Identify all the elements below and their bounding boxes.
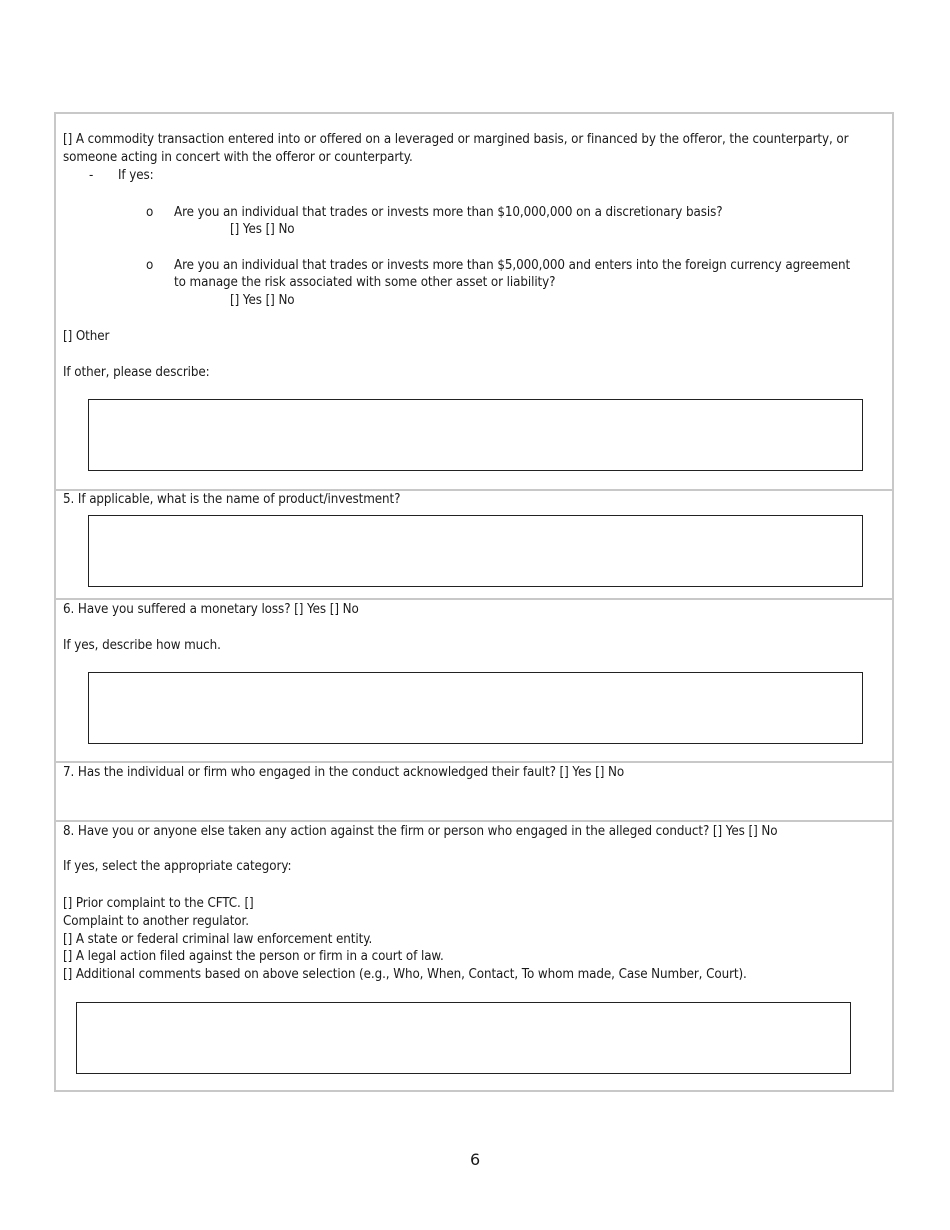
question-10m-discretionary: Are you an individual that trades or invests more than $10,000,000 on a discretionary basis? — [174, 205, 723, 220]
bullet-marker: o — [146, 205, 154, 220]
loss-amount-prompt: If yes, describe how much. — [63, 638, 221, 653]
question-5m-currency-line2: to manage the risk associated with some other asset or liability? — [174, 275, 556, 290]
monetary-loss-question[interactable]: 6. Have you suffered a monetary loss? [] Yes [] No — [63, 602, 359, 617]
bullet-marker: o — [146, 258, 154, 273]
additional-comments-input[interactable] — [76, 1002, 851, 1074]
category-option-criminal[interactable]: [] A state or federal criminal law enforcement entity. — [63, 932, 373, 947]
section-divider — [56, 761, 892, 763]
acknowledged-fault-question[interactable]: 7. Has the individual or firm who engaged in the conduct acknowledged their fault? [] Yes [] No — [63, 765, 625, 780]
commodity-option-line1[interactable]: [] A commodity transaction entered into or offered on a leveraged or margined basis, or financed by the offeror, the counterparty, or — [63, 132, 849, 147]
section-divider — [56, 820, 892, 822]
commodity-option-line2: someone acting in concert with the offeror or counterparty. — [63, 150, 413, 165]
category-option-regulator[interactable]: Complaint to another regulator. — [63, 914, 249, 929]
page-number: 6 — [470, 1150, 481, 1169]
product-name-question: 5. If applicable, what is the name of product/investment? — [63, 492, 401, 507]
category-option-additional[interactable]: [] Additional comments based on above selection (e.g., Who, When, Contact, To whom made, Case Number, Court). — [63, 967, 747, 982]
question-10m-answer[interactable]: [] Yes [] No — [230, 222, 295, 237]
category-option-legal-action[interactable]: [] A legal action filed against the person or firm in a court of law. — [63, 949, 444, 964]
action-taken-question[interactable]: 8. Have you or anyone else taken any action against the firm or person who engaged in the alleged conduct? [] Yes [] No — [63, 824, 778, 839]
loss-amount-input[interactable] — [88, 672, 863, 744]
product-name-input[interactable] — [88, 515, 863, 587]
section-divider — [56, 598, 892, 600]
question-5m-currency-line1: Are you an individual that trades or invests more than $5,000,000 and enters into the foreign currency agreement — [174, 258, 851, 273]
other-option[interactable]: [] Other — [63, 329, 110, 344]
other-description-input[interactable] — [88, 399, 863, 471]
if-yes-label: If yes: — [118, 168, 154, 183]
category-prompt: If yes, select the appropriate category: — [63, 859, 292, 874]
dash-bullet: - — [89, 168, 94, 183]
category-option-cftc[interactable]: [] Prior complaint to the CFTC. [] — [63, 896, 254, 911]
question-5m-answer[interactable]: [] Yes [] No — [230, 293, 295, 308]
other-describe-prompt: If other, please describe: — [63, 365, 210, 380]
